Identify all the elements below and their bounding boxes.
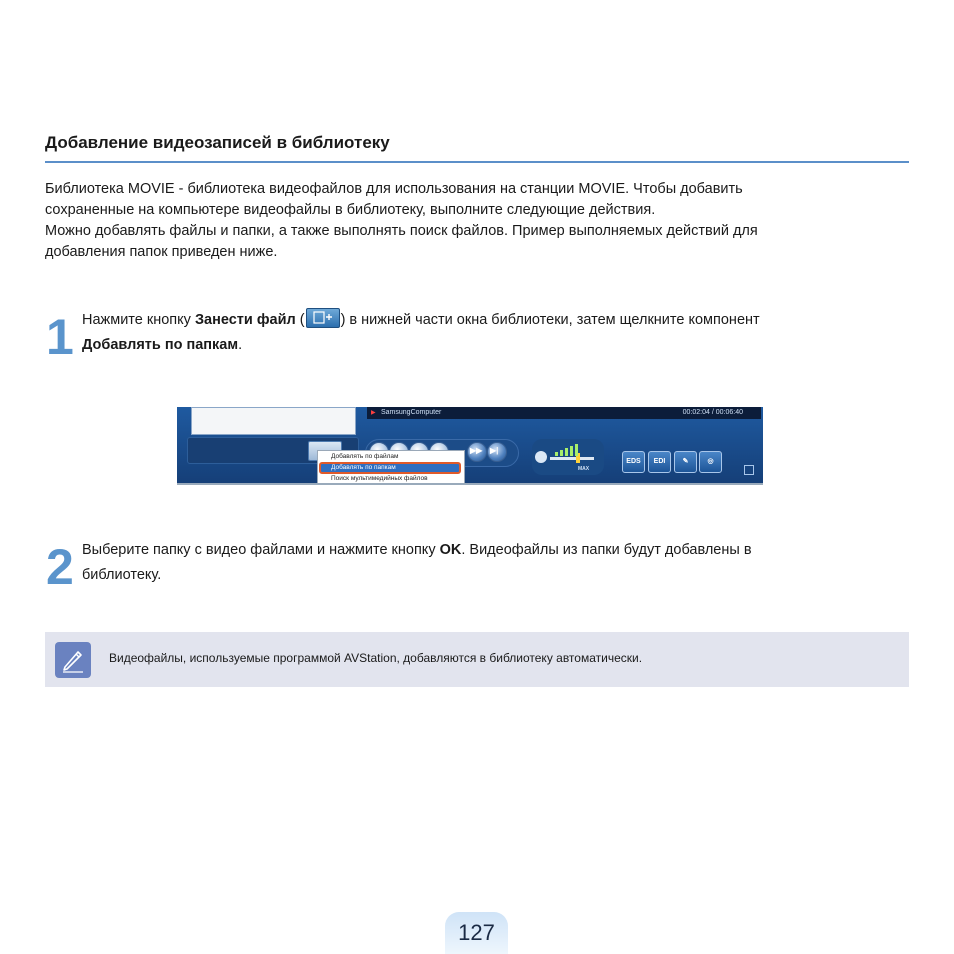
volume-max-label: MAX — [578, 466, 590, 472]
add-file-icon — [306, 308, 340, 328]
step-number-1: 1 — [46, 309, 72, 365]
player-screenshot — [177, 407, 763, 485]
rewind-icon: ▶▶ — [470, 446, 483, 455]
step-1-button-name: Занести файл — [194, 312, 296, 328]
step-1-prefix: Нажмите кнопку — [82, 312, 195, 328]
intro-line: добавления папок приведен ниже. — [45, 244, 278, 260]
menu-item-add-folders[interactable]: Добавлять по папкам — [331, 464, 396, 471]
edi-button[interactable]: EDI — [648, 451, 671, 473]
step-number-2: 2 — [46, 539, 72, 595]
step-1-text — [82, 308, 902, 358]
step-1-menu-item: Добавлять по папкам — [82, 337, 239, 353]
note-text: Видеофайлы, используемые программой AVStation, добавляются в библиотеку автоматически. — [109, 651, 643, 665]
note-pencil-icon — [55, 642, 91, 678]
step-1-period: . — [238, 337, 243, 353]
resize-icon[interactable] — [744, 465, 754, 475]
next-icon: ▶| — [490, 446, 499, 455]
rewind-button[interactable] — [467, 442, 487, 462]
next-button[interactable] — [487, 442, 507, 462]
page-number: 127 — [445, 912, 508, 954]
eds-button[interactable]: EDS — [622, 451, 645, 473]
intro-line: сохраненные на компьютере видеофайлы в библиотеку, выполните следующие действия. — [45, 202, 656, 218]
track-title: SamsungComputer — [381, 409, 442, 416]
library-panel — [191, 407, 356, 435]
camera-button[interactable]: ◎ — [699, 451, 722, 473]
intro-line: Можно добавлять файлы и папки, а также выполнять поиск файлов. Пример выполняемых действий для — [45, 223, 758, 239]
add-menu — [317, 450, 465, 485]
tools-button[interactable]: ✎ — [674, 451, 697, 473]
intro-line: Библиотека MOVIE - библиотека видеофайлов для использования на станции MOVIE. Чтобы добавить — [45, 181, 743, 197]
volume-slider[interactable] — [550, 457, 594, 460]
title-divider — [45, 161, 909, 163]
menu-item-add-files[interactable]: Добавлять по файлам — [331, 453, 399, 460]
track-time: 00:02:04 / 00:06:40 — [682, 409, 743, 416]
section-title: Добавление видеозаписей в библиотеку — [45, 133, 390, 152]
note-box — [45, 632, 909, 687]
volume-control[interactable] — [532, 439, 604, 475]
step-1-paren: ( — [295, 312, 305, 328]
step-1-suffix: ) в нижней части окна библиотеки, затем щелкните компонент — [340, 312, 760, 328]
play-indicator-icon: ▶ — [371, 410, 376, 416]
now-playing-bar — [367, 407, 761, 419]
step-2-suffix: . Видеофайлы из папки будут добавлены в — [461, 542, 752, 558]
menu-item-search-media[interactable]: Поиск мультимедийных файлов — [331, 475, 428, 482]
step-2-text — [82, 538, 902, 588]
step-2-ok: OK — [439, 542, 462, 558]
speaker-icon — [535, 451, 547, 463]
step-2-prefix: Выберите папку с видео файлами и нажмите кнопку — [82, 542, 440, 558]
intro-paragraph — [45, 179, 905, 263]
step-2-line2: библиотеку. — [82, 567, 162, 583]
